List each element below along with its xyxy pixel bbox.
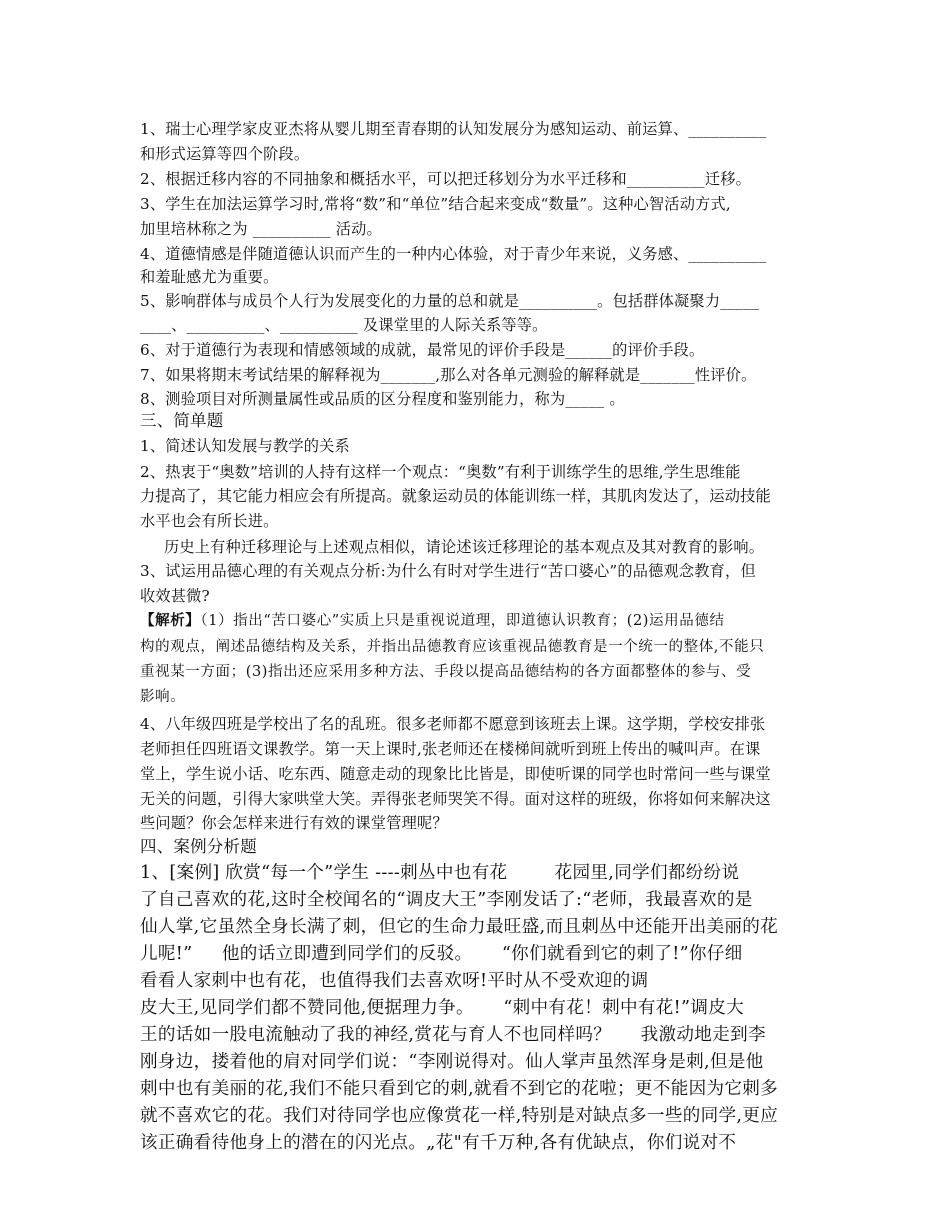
fill-q4-line1: 4、道德情感是伴随道德认识而产生的一种内心体验，对于青少年来说，义务感、__________ bbox=[140, 245, 767, 263]
case-line3: 仙人掌,它虽然全身长满了刺，但它的生命力最旺盛,而且刺丛中还能开出美丽的花 bbox=[140, 917, 779, 937]
case-line5: 看看人家刺中也有花，也值得我们去喜欢呀!平时从不受欢迎的调 bbox=[140, 971, 649, 991]
fill-q5-line1: 5、影响群体与成员个人行为发展变化的力量的总和就是__________。包括群体凝聚力_____ bbox=[140, 292, 760, 310]
short-q3-line1: 3、试运用品德心理的有关观点分析:为什么有时对学生进行“苦口婆心”的品德观念教育，但 bbox=[140, 562, 756, 580]
section4-title: 四、案例分析题 bbox=[140, 837, 257, 856]
short-q1: 1、简述认知发展与教学的关系 bbox=[140, 437, 350, 455]
section3-title: 三、简单题 bbox=[140, 411, 224, 430]
fill-q5-line2: ____、__________、__________ 及课堂里的人际关系等等。 bbox=[140, 316, 548, 334]
case-line10: 就不喜欢它的花。我们对待同学也应像赏花一样,特别是对缺点多一些的同学,更应 bbox=[140, 1106, 779, 1126]
fill-q8: 8、测验项目对所测量属性或品质的区分程度和鉴别能力，称为_____ 。 bbox=[140, 390, 625, 408]
case-line1: 1、[案例] 欣赏“每一个”学生 ----刺丛中也有花 花园里,同学们都纷纷说 bbox=[140, 863, 740, 883]
case-line8: 刚身边，搂着他的肩对同学们说：“李刚说得对。仙人掌声虽然浑身是刺,但是他 bbox=[140, 1052, 764, 1072]
fill-q7: 7、如果将期末考试结果的解释视为_______,那么对各单元测验的解释就是_______性评价。 bbox=[140, 366, 757, 384]
case-line11: 该正确看待他身上的潜在的闪光点。„花"有千万种,各有优缺点，你们说对不 bbox=[140, 1133, 737, 1153]
short-q2-line2: 力提高了，其它能力相应会有所提高。就象运动员的体能训练一样，其肌肉发达了，运动技能 bbox=[140, 487, 771, 505]
fill-q4-line2: 和羞耻感尤为重要。 bbox=[140, 268, 279, 286]
q4-line4: 无关的问题，引得大家哄堂大笑。弄得张老师哭笑不得。面对这样的班级，你将如何来解决这 bbox=[140, 790, 771, 808]
case-line9: 刺中也有美丽的花,我们不能只看到它的刺,就看不到它的花啦；更不能因为它刺多 bbox=[140, 1079, 779, 1099]
fill-q3-line2: 加里培林称之为 __________ 活动。 bbox=[140, 220, 382, 238]
analysis-text: （1）指出“苦口婆心”实质上只是重视说道理，即道德认识教育；(2)运用品德结 bbox=[200, 613, 725, 629]
fill-q1-line2: 和形式运算等四个阶段。 bbox=[140, 145, 310, 163]
short-q3-line2: 收效甚微? bbox=[140, 587, 210, 605]
q4-line1: 4、八年级四班是学校出了名的乱班。很多老师都不愿意到该班去上课。这学期，学校安排张 bbox=[140, 715, 766, 733]
short-q2-line4: 历史上有种迁移理论与上述观点相似，请论述该迁移理论的基本观点及其对教育的影响。 bbox=[164, 538, 765, 556]
analysis-line3: 重视某一方面；(3)指出还应采用多种方法、手段以提高品德结构的各方面都整体的参与、受 bbox=[140, 664, 752, 680]
analysis-line2: 构的观点，阐述品德结构及关系，并指出品德教育应该重视品德教育是一个统一的整体,不能只 bbox=[140, 639, 765, 655]
case-line6: 皮大王,见同学们都不赞同他,便据理力争。 “刺中有花！刺中有花!”调皮大 bbox=[140, 998, 745, 1018]
case-line7: 王的话如一股电流触动了我的神经,赏花与育人不也同样吗？ 我激动地走到李 bbox=[140, 1025, 766, 1045]
analysis-line4: 影响。 bbox=[140, 689, 186, 705]
q4-line3: 堂上，学生说小话、吃东西、随意走动的现象比比皆是，即使听课的同学也时常问一些与课堂 bbox=[140, 765, 771, 783]
q4-line2: 老师担任四班语文课教学。第一天上课时,张老师还在楼梯间就听到班上传出的喊叫声。在课 bbox=[140, 740, 761, 758]
analysis-line1 bbox=[140, 610, 725, 632]
fill-q1-line1: 1、瑞士心理学家皮亚杰将从婴儿期至青春期的认知发展分为感知运动、前运算、__________ bbox=[140, 120, 767, 138]
short-q2-line1: 2、热衷于“奥数”培训的人持有这样一个观点：“奥数”有利于训练学生的思维,学生思维能 bbox=[140, 463, 741, 481]
case-line2: 了自己喜欢的花,这时全校闻名的“调皮大王”李刚发话了:“老师，我最喜欢的是 bbox=[140, 890, 753, 910]
analysis-tag: 【解析】 bbox=[140, 612, 201, 629]
fill-q6: 6、对于道德行为表现和情感领域的成就，最常见的评价手段是______的评价手段。 bbox=[140, 341, 705, 359]
fill-q3-line1: 3、学生在加法运算学习时,常将“数”和“单位”结合起来变成“数量”。这种心智活动方式, bbox=[140, 195, 731, 213]
q4-line5: 些问题？你会怎样来进行有效的课堂管理呢？ bbox=[140, 814, 448, 832]
case-line4: 儿呢!” 他的话立即遭到同学们的反驳。 “你们就看到它的刺了!”你仔细 bbox=[140, 944, 743, 964]
short-q2-line3: 水平也会有所长进。 bbox=[140, 512, 279, 530]
fill-q2: 2、根据迁移内容的不同抽象和概括水平，可以把迁移划分为水平迁移和__________迁移。 bbox=[140, 170, 751, 188]
